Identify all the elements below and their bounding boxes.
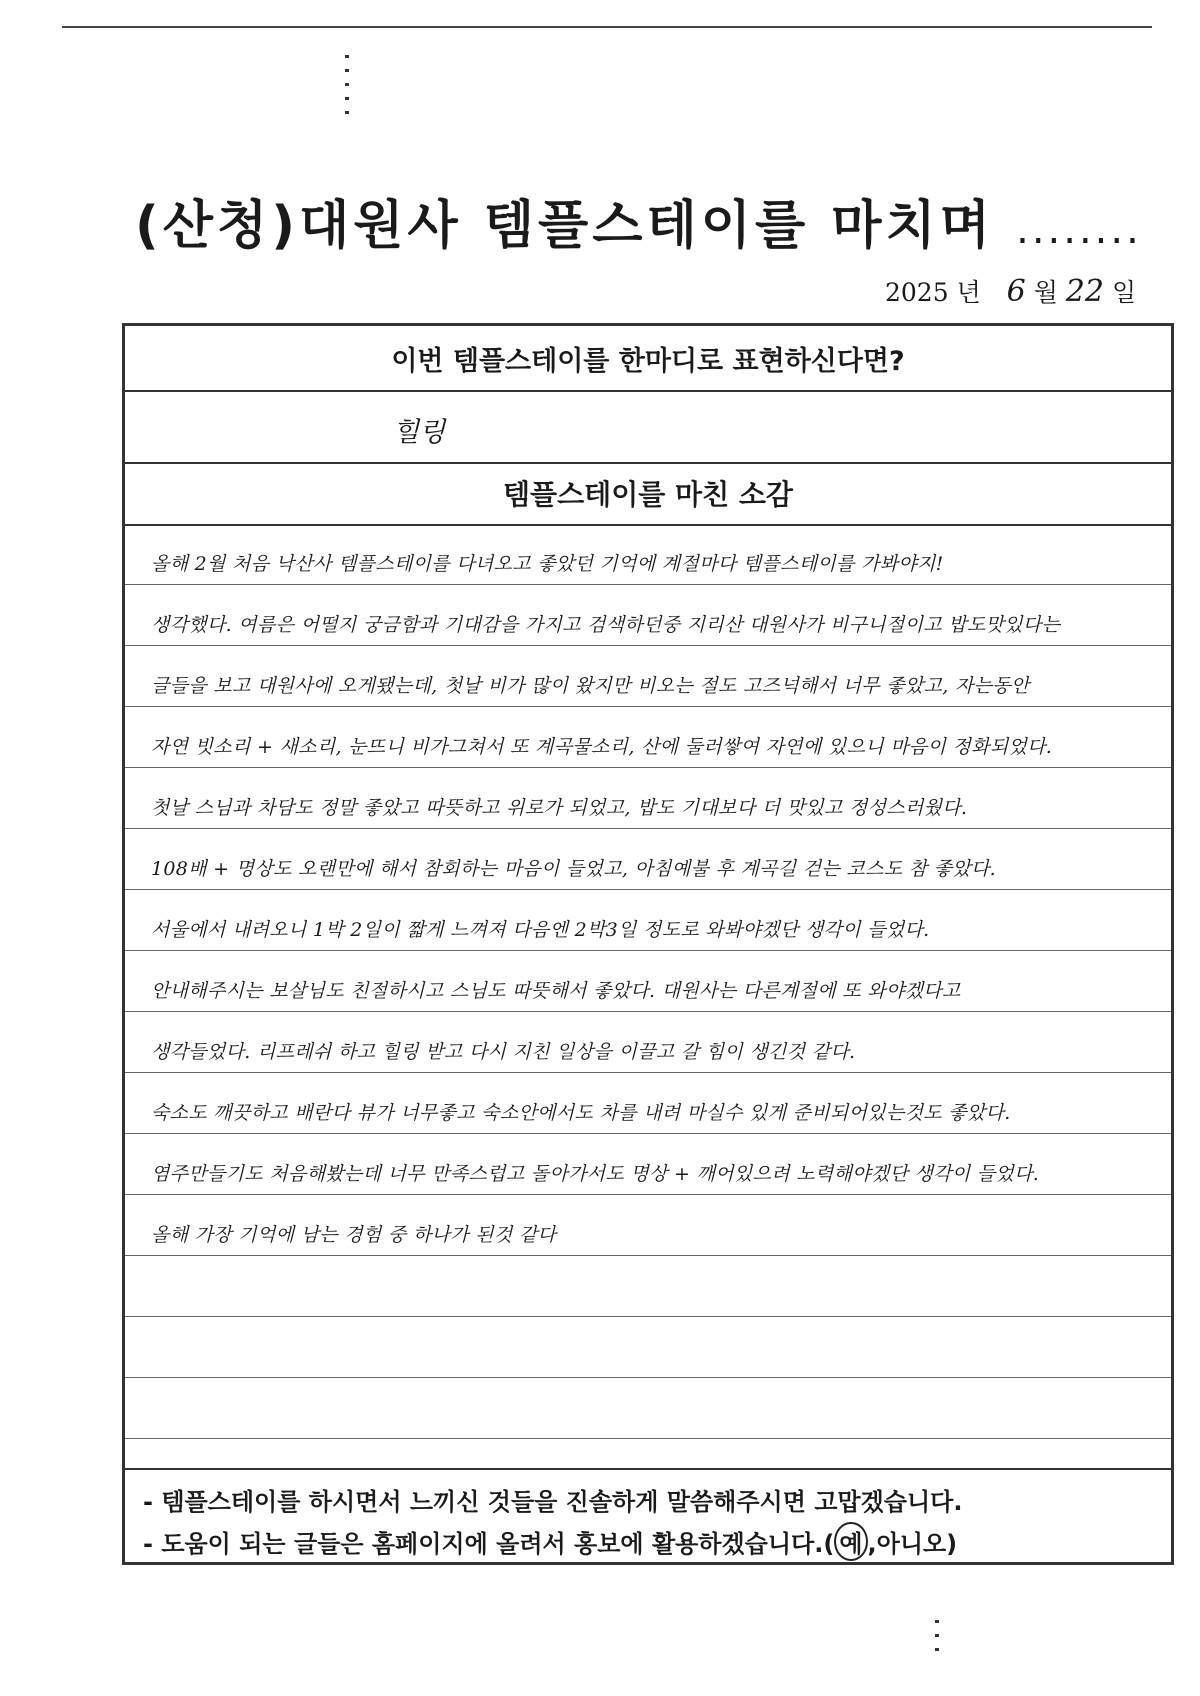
writing-line [125, 524, 1171, 585]
hole-punch-marks-bottom [935, 1620, 939, 1660]
writing-line [125, 829, 1171, 890]
impressions-heading: 템플스테이를 마친 소감 [125, 462, 1171, 526]
footer-notes [125, 1468, 1171, 1567]
consent-no: ,아니오) [867, 1530, 958, 1558]
handwritten-text: 첫날 스님과 차담도 정말 좋았고 따뜻하고 위로가 되었고, 밥도 기대보다 더 맛있고 정성스러웠다. [151, 797, 968, 819]
writing-line [125, 707, 1171, 768]
note-honest-feedback: - 템플스테이를 하시면서 느끼신 것들을 진솔하게 말씀해주시면 고맙겠습니다. [143, 1488, 963, 1516]
writing-line [125, 1378, 1171, 1439]
writing-line [125, 1256, 1171, 1317]
handwritten-text: 글들을 보고 대원사에 오게됐는데, 첫날 비가 많이 왔지만 비오는 절도 고즈넉해서 너무 좋았고, 자는동안 [151, 675, 1030, 697]
writing-line [125, 1012, 1171, 1073]
handwritten-text: 108배 + 명상도 오랜만에 해서 참회하는 마음이 들었고, 아침예불 후 계곡길 걷는 코스도 참 좋았다. [151, 858, 997, 880]
handwritten-text: 숙소도 깨끗하고 배란다 뷰가 너무좋고 숙소안에서도 차를 내려 마실수 있게 준비되어있는것도 좋았다. [151, 1102, 1011, 1124]
handwritten-text: 생각들었다. 리프레쉬 하고 힐링 받고 다시 지친 일상을 이끌고 갈 힘이 생긴것 같다. [151, 1041, 856, 1063]
note-homepage-consent [143, 1522, 957, 1561]
date-month-unit: 월 [1033, 278, 1058, 307]
answer-text: 힐링 [393, 417, 446, 448]
writing-line [125, 1195, 1171, 1256]
handwritten-text: 안내해주시는 보살님도 친절하시고 스님도 따뜻해서 좋았다. 대원사는 다른계절에 또 와야겠다고 [151, 980, 961, 1002]
writing-line [125, 890, 1171, 951]
title-text: (산청)대원사 템플스테이를 마치며 [135, 196, 994, 256]
hole-punch-marks [345, 55, 349, 115]
impressions-lines [125, 524, 1171, 1439]
answer-row [125, 390, 1171, 464]
handwritten-text: 올해 가장 기억에 남는 경험 중 하나가 된것 같다 [151, 1224, 557, 1246]
handwritten-text: 염주만들기도 처음해봤는데 너무 만족스럽고 돌아가서도 명상 + 깨어있으려 노력해야겠단 생각이 들었다. [151, 1163, 1040, 1185]
date-day-unit: 일 [1111, 278, 1137, 307]
writing-line [125, 585, 1171, 646]
date-year-unit: 년 [956, 278, 981, 307]
date-day: 22 [1065, 274, 1104, 309]
handwritten-text: 올해 2월 처음 낙산사 템플스테이를 다녀오고 좋았던 기억에 계절마다 템플스테이를 가봐야지! [151, 553, 944, 575]
writing-line [125, 951, 1171, 1012]
handwritten-text: 생각했다. 여름은 어떨지 궁금함과 기대감을 가지고 검색하던중 지리산 대원사가 비구니절이고 밥도맛있다는 [151, 614, 1061, 636]
feedback-form [122, 323, 1174, 1565]
consent-text: - 도움이 되는 글들은 홈페이지에 올려서 홍보에 활용하겠습니다.( [143, 1530, 835, 1558]
date-month: 6 [1006, 274, 1026, 309]
writing-line [125, 1317, 1171, 1378]
writing-line [125, 768, 1171, 829]
handwritten-text: 자연 빗소리 + 새소리, 눈뜨니 비가그쳐서 또 계곡물소리, 산에 둘러쌓여 자연에 있으니 마음이 정화되었다. [151, 736, 1053, 758]
date-year: 2025 [885, 278, 949, 307]
consent-yes-circled: 예 [834, 1522, 867, 1561]
handwritten-text: 서울에서 내려오니 1박 2일이 짧게 느껴져 다음엔 2박3일 정도로 와봐야겠단 생각이 들었다. [151, 919, 930, 941]
title-dots: ........ [1016, 207, 1142, 253]
writing-line [125, 1134, 1171, 1195]
question-heading: 이번 템플스테이를 한마디로 표현하신다면? [125, 326, 1171, 392]
page-title [135, 183, 1142, 258]
writing-line [125, 646, 1171, 707]
writing-line [125, 1073, 1171, 1134]
top-rule [62, 26, 1152, 28]
date [885, 273, 1136, 309]
